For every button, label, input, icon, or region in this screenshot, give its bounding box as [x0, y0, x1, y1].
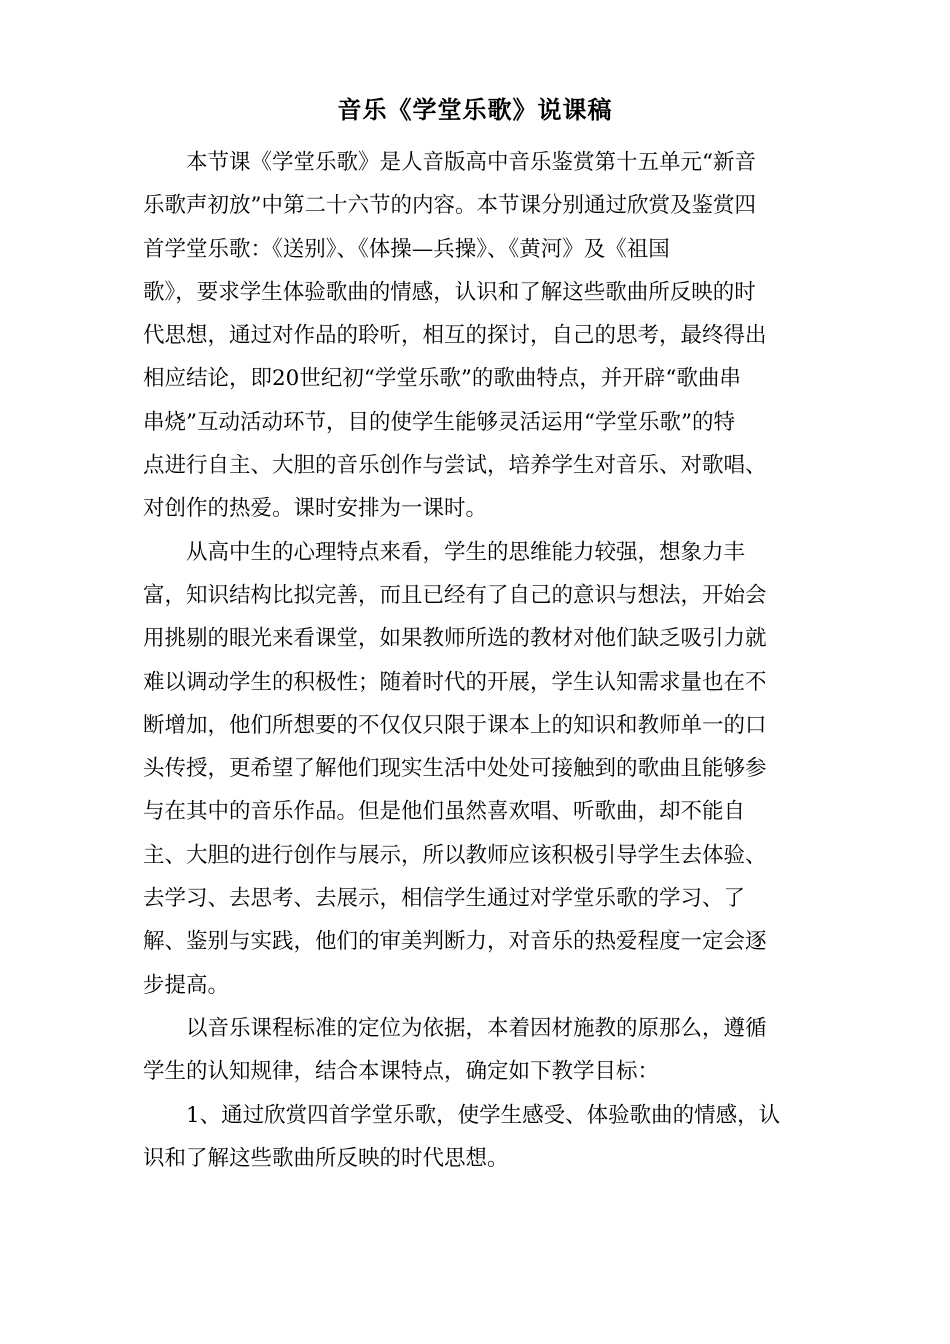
paragraph-line: 对创作的热爱。课时安排为一课时。: [143, 496, 488, 522]
document-title: 音乐《学堂乐歌》说课稿: [337, 95, 613, 124]
document-body: [143, 141, 809, 1180]
paragraph-line: 串烧”互动活动环节，目的使学生能够灵活运用“学堂乐歌”的特: [143, 409, 735, 435]
paragraph-1: [143, 141, 809, 531]
paragraph-line: 首学堂乐歌：《送别》、《体操—兵操》、《黄河》及《祖国: [143, 236, 670, 262]
paragraph-3: [143, 1007, 809, 1094]
paragraph-line: 歌》，要求学生体验歌曲的情感，认识和了解这些歌曲所反映的时: [143, 279, 756, 305]
paragraph-line: 以音乐课程标准的定位为依据，本着因材施教的原那么，遵循: [186, 1015, 767, 1041]
paragraph-line: 从高中生的心理特点来看，学生的思维能力较强，想象力丰: [186, 539, 746, 565]
paragraph-line: 难以调动学生的积极性；随着时代的开展，学生认知需求量也在不: [143, 669, 767, 695]
paragraph-line: 1、通过欣赏四首学堂乐歌，使学生感受、体验歌曲的情感，认: [186, 1102, 781, 1128]
paragraph-line: 步提高。: [143, 972, 230, 998]
paragraph-4: [143, 1094, 809, 1181]
paragraph-line: 解、鉴别与实践，他们的审美判断力，对音乐的热爱程度一定会逐: [143, 929, 767, 955]
paragraph-line: 主、大胆的进行创作与展示，所以教师应该积极引导学生去体验、: [143, 842, 767, 868]
paragraph-2: [143, 531, 809, 1007]
paragraph-line: 本节课《学堂乐歌》是人音版高中音乐鉴赏第十五单元“新音: [186, 150, 756, 175]
paragraph-line: 用挑剔的眼光来看课堂，如果教师所选的教材对他们缺乏吸引力就: [143, 626, 767, 652]
paragraph-line: 头传授，更希望了解他们现实生活中处处可接触到的歌曲且能够参: [143, 756, 767, 782]
paragraph-line: 学生的认知规律，结合本课特点，确定如下教学目标：: [143, 1059, 660, 1085]
paragraph-line: 代思想，通过对作品的聆听，相互的探讨，自己的思考，最终得出: [143, 323, 767, 349]
paragraph-line: 乐歌声初放”中第二十六节的内容。本节课分别通过欣赏及鉴赏四: [143, 193, 756, 219]
paragraph-line: 断增加，他们所想要的不仅仅只限于课本上的知识和教师单一的口: [143, 712, 767, 738]
paragraph-line: 识和了解这些歌曲所反映的时代思想。: [143, 1145, 509, 1171]
paragraph-line: 富，知识结构比拟完善，而且已经有了自己的意识与想法，开始会: [143, 582, 767, 608]
paragraph-line: 去学习、去思考、去展示，相信学生通过对学堂乐歌的学习、了: [143, 886, 746, 912]
paragraph-line: 相应结论，即20世纪初“学堂乐歌”的歌曲特点，并开辟“歌曲串: [143, 366, 741, 392]
paragraph-line: 与在其中的音乐作品。但是他们虽然喜欢唱、听歌曲，却不能自: [143, 799, 746, 825]
paragraph-line: 点进行自主、大胆的音乐创作与尝试，培养学生对音乐、对歌唱、: [143, 453, 767, 479]
